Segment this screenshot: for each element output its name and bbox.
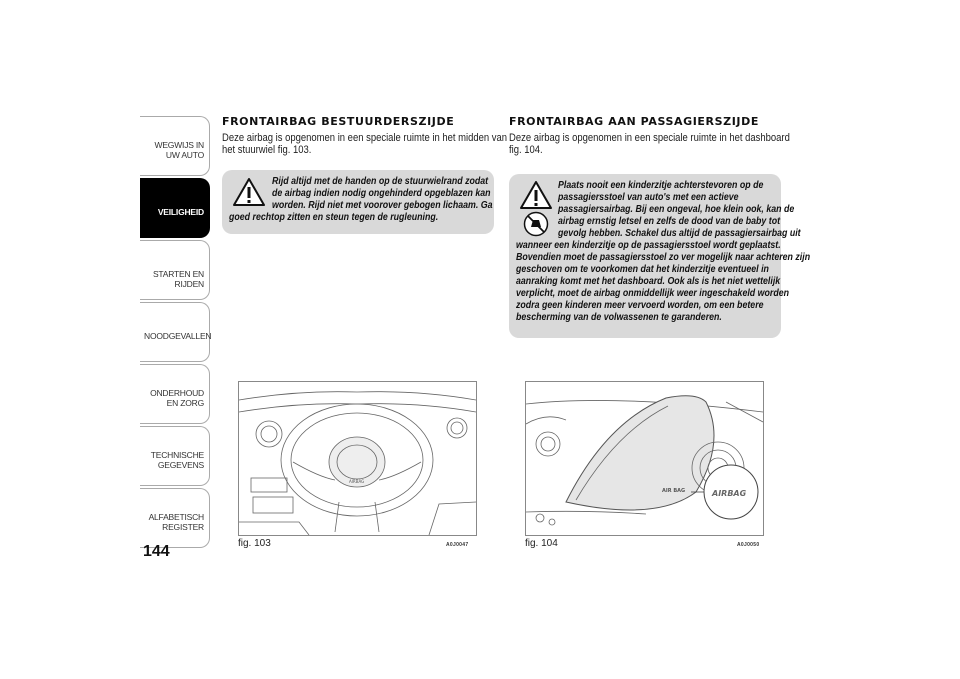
airbag-emblem-label: AIRBAG [712,489,747,498]
figure-code: A0J0047 [446,542,469,548]
figure-103 [238,381,477,536]
tab-label: WEGWIJS IN UW AUTO [154,140,204,160]
warning-text: zodra geen kinderen meer vervoerd worden, om een betere [516,299,764,311]
intro-line: Deze airbag is opgenomen in een speciale ruimte in het midden van [222,132,508,144]
tab-veiligheid[interactable] [140,178,210,238]
figure-code: A0J0050 [737,542,760,548]
warning-text: geschoven om te voorkomen dat het kinderzitje eventueel in [516,263,769,275]
heading-driver-airbag: FRONTAIRBAG BESTUURDERSZIJDE [222,115,455,128]
tab-label: VEILIGHEID [157,207,204,217]
warning-text: de airbag indien nodig ongehinderd opgeblazen kan [272,187,491,199]
intro-line: Deze airbag is opgenomen in een speciale ruimte in het dashboard [509,132,790,144]
warning-text: verplicht, moet de airbag onmiddellijk weer ingeschakeld worden [516,287,790,299]
tab-technische[interactable] [140,426,210,486]
figure-104 [525,381,764,536]
tab-label: ONDERHOUD EN ZORG [150,388,204,408]
tab-label: ALFABETISCH REGISTER [148,512,204,532]
passenger-dashboard-illustration [526,382,763,535]
figure-caption: fig. 103 [238,538,271,549]
no-child-seat-icon [523,211,549,237]
warning-text: Plaats nooit een kinderzitje achterstevoren op de [558,179,764,191]
tab-wegwijs[interactable] [140,116,210,176]
tab-alfabetisch[interactable] [140,488,210,548]
warning-text: passagiersairbag. Bij een ongeval, hoe klein ook, kan de [558,203,795,215]
intro-line: het stuurwiel fig. 103. [222,144,312,156]
tab-noodgevallen[interactable] [140,302,210,362]
tab-label: TECHNISCHE GEGEVENS [150,450,204,470]
warning-triangle-icon [232,177,266,207]
intro-line: fig. 104. [509,144,543,156]
tab-label: STARTEN EN RIJDEN [152,269,204,289]
warning-triangle-icon [519,180,553,210]
steering-wheel-illustration [239,382,476,535]
heading-passenger-airbag: FRONTAIRBAG AAN PASSAGIERSZIJDE [509,115,759,128]
warning-text: bescherming van de volwassenen te garanderen. [516,311,722,323]
warning-text: passagiersstoel van auto's met een actieve [558,191,739,203]
airbag-label: AIRBAG [349,479,365,484]
tab-onderhoud[interactable] [140,364,210,424]
figure-caption: fig. 104 [525,538,558,549]
air-bag-label: AIR BAG [662,488,686,494]
warning-text: worden. Rijd niet met voorover gebogen lichaam. Ga [272,199,493,211]
warning-text: gevolg hebben. Schakel dus altijd de passagiersairbag uit [558,227,801,239]
warning-text: aanraking komt met het dashboard. Ook als is het niet wettelijk [516,275,781,287]
warning-text: wanneer een kinderzitje op de passagiersstoel wordt geplaatst. [516,239,781,251]
tab-starten[interactable] [140,240,210,300]
tab-label: NOODGEVALLEN [144,331,212,341]
page-number: 144 [143,543,170,560]
warning-text: airbag ernstig letsel en zelfs de dood van de baby tot [558,215,781,227]
warning-text: Bovendien moet de passagiersstoel zo ver mogelijk naar achteren zijn [516,251,811,263]
warning-text: goed rechtop zitten en steun tegen de rugleuning. [229,211,439,223]
warning-text: Rijd altijd met de handen op de stuurwielrand zodat [272,175,489,187]
